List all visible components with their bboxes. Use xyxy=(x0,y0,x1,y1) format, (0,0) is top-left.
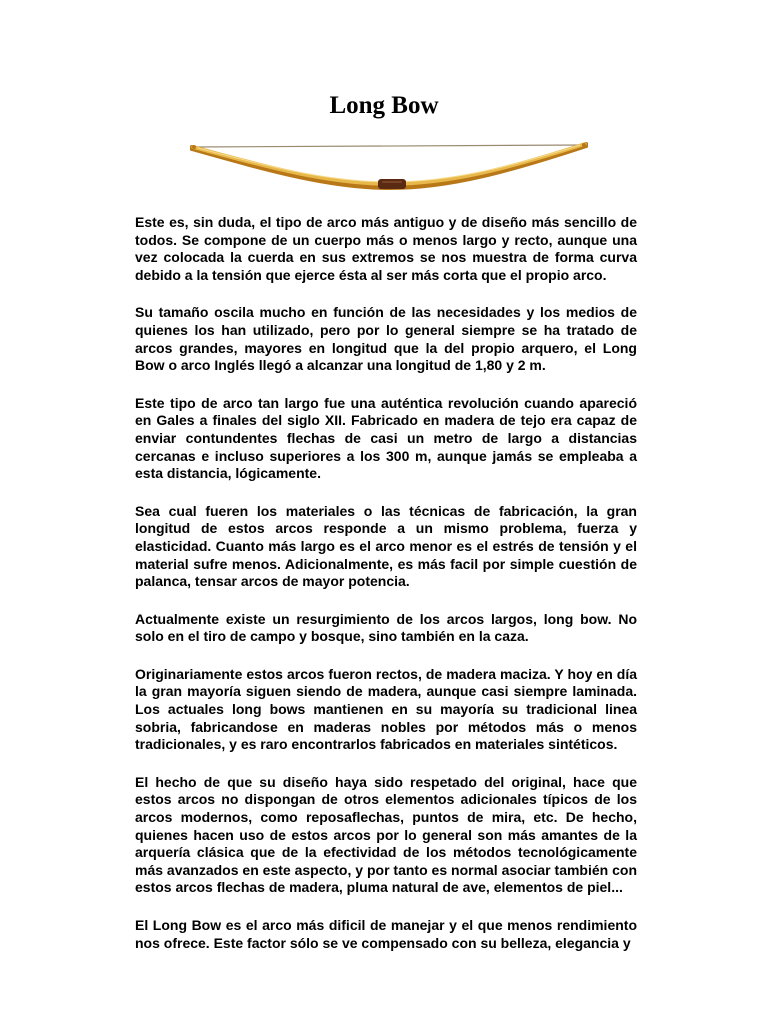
paragraph: El Long Bow es el arco más dificil de manejar y el que menos rendimiento nos ofrece. Este factor sólo se ve compensado con su belleza, elegancia y xyxy=(135,917,637,951)
bow-grip-highlight xyxy=(382,181,402,183)
paragraph: Originariamente estos arcos fueron rectos, de madera maciza. Y hoy en día la gran mayoría siguen siendo de madera, aunque casi siempre laminada. Los actuales long bows mantienen en su mayoría su tradicional linea sobria, fabricandose en maderas nobles por métodos más o menos tradicionales, y es raro encontrarlos fabricados en materiales sintéticos. xyxy=(135,665,637,753)
bow-string xyxy=(194,145,584,147)
longbow-illustration xyxy=(190,140,588,198)
paragraph: Sea cual fueren los materiales o las técnicas de fabricación, la gran longitud de estos arcos responde a un mismo problema, fuerza y elasticidad. Cuanto más largo es el arco menor es el estrés de tensión y el material sufre menos. Adicionalmente, es más facil por simple cuestión de palanca, tensar arcos de mayor potencia. xyxy=(135,502,637,590)
paragraph: Actualmente existe un resurgimiento de los arcos largos, long bow. No solo en el tiro de campo y bosque, sino también en la caza. xyxy=(135,610,637,645)
paragraph: Su tamaño oscila mucho en función de las necesidades y los medios de quienes los han utilizado, pero por lo general siempre se ha tratado de arcos grandes, mayores en longitud que la del propio arquero, el Long Bow o arco Inglés llegó a alcanzar una longitud de 1,80 y 2 m. xyxy=(135,304,637,374)
document-title: Long Bow xyxy=(329,92,439,119)
bow-grip xyxy=(378,179,406,189)
paragraph: Este tipo de arco tan largo fue una auténtica revolución cuando apareció en Gales a finales del siglo XII. Fabricado en madera de tejo era capaz de enviar contundentes flechas de casi un metro de largo a distancias cercanas e incluso superiores a los 300 m, aunque jamás se empleaba a esta distancia, lógicamente. xyxy=(135,394,637,482)
document-body xyxy=(135,214,637,972)
paragraph: Este es, sin duda, el tipo de arco más antiguo y de diseño más sencillo de todos. Se compone de un cuerpo más o menos largo y recto, aunque una vez colocada la cuerda en sus extremos se nos muestra de forma curva debido a la tensión que ejerce ésta al ser más corta que el propio arco. xyxy=(135,214,637,283)
bow-tip-left xyxy=(192,145,196,149)
paragraph: El hecho de que su diseño haya sido respetado del original, hace que estos arcos no dispongan de otros elementos adicionales típicos de los arcos modernos, como reposaflechas, puntos de mira, etc. De hecho, quienes hacen uso de estos arcos por lo general son más amantes de la arquería clásica que de la efectividad de los métodos tecnológicamente más avanzados en este aspecto, y por tanto es normal asociar también con estos arcos flechas de madera, pluma natural de ave, elementos de piel... xyxy=(135,773,637,896)
bow-tip-right xyxy=(582,143,586,147)
